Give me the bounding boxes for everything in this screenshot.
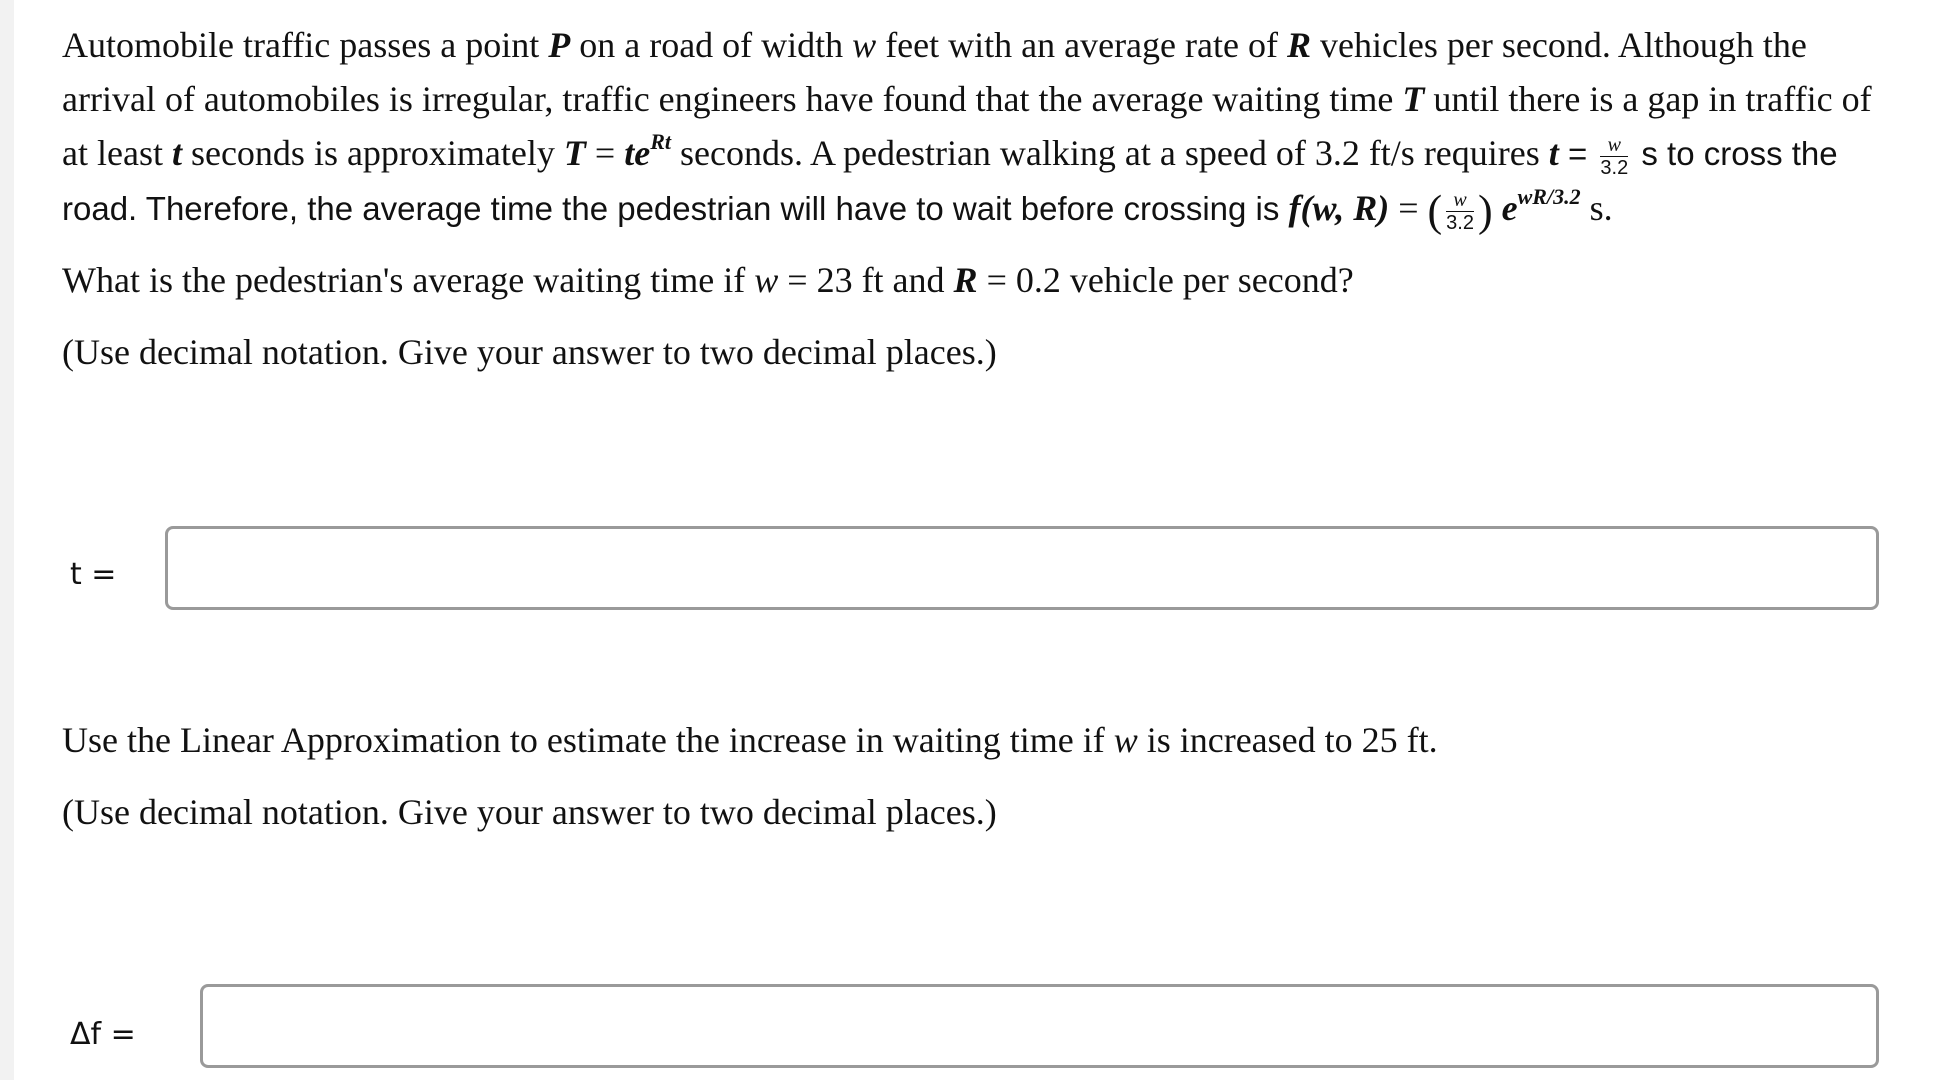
var-R: R bbox=[1286, 25, 1311, 65]
fraction-numerator: w bbox=[1600, 135, 1628, 157]
problem-text: seconds is approximately bbox=[181, 133, 564, 173]
var-w: w bbox=[754, 260, 779, 300]
var-t: t bbox=[171, 133, 182, 173]
problem-text: s. bbox=[1580, 188, 1613, 228]
answer-1-input[interactable] bbox=[165, 526, 1879, 610]
var-t: t bbox=[1548, 133, 1559, 173]
var-w: w bbox=[1113, 720, 1138, 760]
question-1-prompt bbox=[62, 258, 1902, 302]
fraction-w-over-3-2 bbox=[1600, 135, 1628, 178]
question-2-instruction: (Use decimal notation. Give your answer to two decimal places.) bbox=[62, 792, 997, 832]
var-R: R bbox=[953, 260, 978, 300]
var-T: T bbox=[1402, 79, 1425, 119]
fraction-w-over-3-2 bbox=[1446, 190, 1474, 233]
problem-text: on a road of width bbox=[570, 25, 853, 65]
fraction-denominator: 3.2 bbox=[1446, 212, 1474, 235]
var-P: P bbox=[548, 25, 571, 65]
fraction-numerator: w bbox=[1446, 190, 1474, 212]
problem-text: seconds. A pedestrian walking at a speed of 3.2 ft/s requires bbox=[670, 133, 1549, 173]
equation-equals: = bbox=[1389, 188, 1428, 228]
answer-1-label: t = bbox=[70, 557, 117, 592]
question-2-prompt bbox=[62, 718, 1902, 762]
exp-exponent: wR/3.2 bbox=[1517, 184, 1581, 209]
function-f: f(w, R) bbox=[1288, 188, 1390, 228]
question-text: is increased to 25 ft. bbox=[1137, 720, 1438, 760]
question-text: Use the Linear Approximation to estimate the increase in waiting time if bbox=[62, 720, 1114, 760]
paren-open: ( bbox=[1427, 186, 1443, 236]
problem-text: Automobile traffic passes a point bbox=[62, 25, 549, 65]
problem-text: until there is a gap in traffic of at least bbox=[62, 79, 1872, 173]
problem-text: vehicles per second. Although the arrival of automobiles is irregular, traffic engineers have found that the average waiting time bbox=[62, 25, 1807, 119]
question-1-instruction: (Use decimal notation. Give your answer to two decimal places.) bbox=[62, 332, 997, 372]
equation-equals: = bbox=[1558, 135, 1597, 172]
question-text: = 0.2 vehicle per second? bbox=[977, 260, 1354, 300]
exp-e: e bbox=[1492, 188, 1518, 228]
answer-2-label: Δf = bbox=[70, 1017, 136, 1052]
problem-text: feet with an average rate of bbox=[876, 25, 1287, 65]
problem-paragraph bbox=[62, 18, 1902, 236]
fraction-denominator: 3.2 bbox=[1600, 157, 1629, 180]
question-text: = 23 ft and bbox=[778, 260, 954, 300]
page-left-margin bbox=[0, 0, 14, 1080]
equation-T-rhs: te bbox=[624, 133, 651, 173]
problem-statement bbox=[62, 18, 1902, 236]
equation-equals: = bbox=[585, 133, 625, 173]
var-w: w bbox=[852, 25, 877, 65]
paren-close: ) bbox=[1477, 186, 1493, 236]
question-text: What is the pedestrian's average waiting time if bbox=[62, 260, 755, 300]
equation-T-lhs: T bbox=[563, 133, 586, 173]
problem-text: s to cross the road. Therefore, the average time the pedestrian will have to wait before crossing is bbox=[62, 135, 1838, 227]
equation-exponent: Rt bbox=[650, 129, 671, 154]
answer-2-input[interactable] bbox=[200, 984, 1879, 1068]
